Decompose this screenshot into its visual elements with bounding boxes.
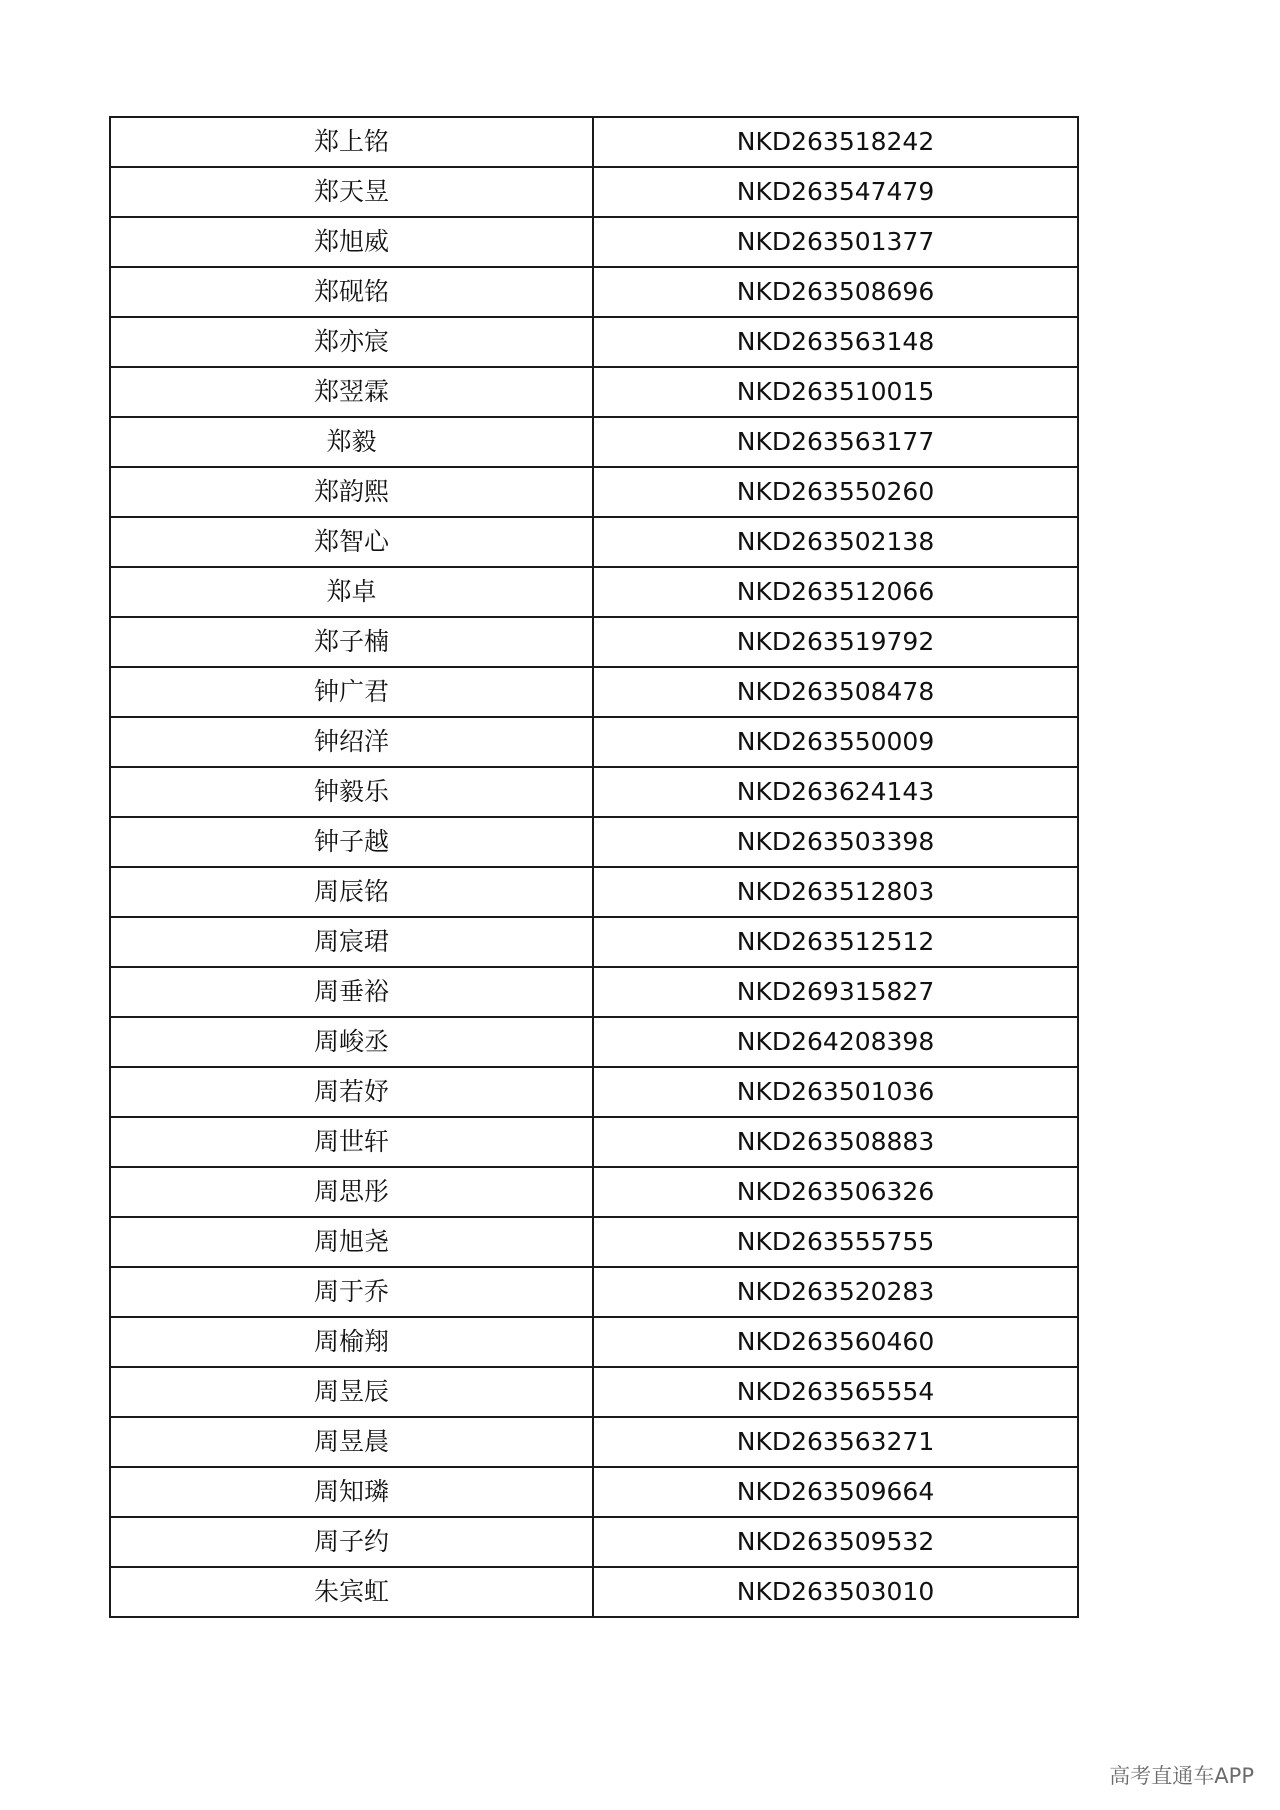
student-id-cell: NKD263563177 — [593, 417, 1078, 467]
student-name-cell: 周昱晨 — [110, 1417, 593, 1467]
student-id-cell: NKD263502138 — [593, 517, 1078, 567]
student-id-cell: NKD263550009 — [593, 717, 1078, 767]
table-row — [110, 1317, 1078, 1367]
student-name-cell: 钟子越 — [110, 817, 593, 867]
table-row — [110, 517, 1078, 567]
table-row — [110, 1567, 1078, 1617]
student-id-cell: NKD264208398 — [593, 1017, 1078, 1067]
student-name-cell: 周于乔 — [110, 1267, 593, 1317]
roster-table — [109, 116, 1079, 1618]
student-id-cell: NKD263509664 — [593, 1467, 1078, 1517]
student-id-cell: NKD263503010 — [593, 1567, 1078, 1617]
table-row — [110, 617, 1078, 667]
table-row — [110, 1417, 1078, 1467]
table-row — [110, 1067, 1078, 1117]
table-row — [110, 667, 1078, 717]
student-name-cell: 郑上铭 — [110, 117, 593, 167]
table-row — [110, 1267, 1078, 1317]
table-row — [110, 167, 1078, 217]
table-row — [110, 1117, 1078, 1167]
student-name-cell: 郑卓 — [110, 567, 593, 617]
student-id-cell: NKD263520283 — [593, 1267, 1078, 1317]
table-row — [110, 767, 1078, 817]
table-row — [110, 1367, 1078, 1417]
student-id-cell: NKD263518242 — [593, 117, 1078, 167]
table-row — [110, 417, 1078, 467]
student-id-cell: NKD263512512 — [593, 917, 1078, 967]
table-row — [110, 467, 1078, 517]
student-id-cell: NKD263560460 — [593, 1317, 1078, 1367]
table-row — [110, 567, 1078, 617]
student-name-cell: 周峻丞 — [110, 1017, 593, 1067]
student-name-cell: 周世轩 — [110, 1117, 593, 1167]
student-id-cell: NKD263506326 — [593, 1167, 1078, 1217]
student-name-cell: 郑天昱 — [110, 167, 593, 217]
student-name-cell: 郑翌霖 — [110, 367, 593, 417]
student-name-cell: 钟广君 — [110, 667, 593, 717]
student-name-cell: 郑韵熙 — [110, 467, 593, 517]
student-id-cell: NKD263503398 — [593, 817, 1078, 867]
table-row — [110, 817, 1078, 867]
student-id-cell: NKD263501036 — [593, 1067, 1078, 1117]
student-id-cell: NKD269315827 — [593, 967, 1078, 1017]
student-name-cell: 朱宾虹 — [110, 1567, 593, 1617]
student-id-cell: NKD263563148 — [593, 317, 1078, 367]
student-id-cell: NKD263565554 — [593, 1367, 1078, 1417]
student-name-cell: 周子约 — [110, 1517, 593, 1567]
student-name-cell: 周思彤 — [110, 1167, 593, 1217]
student-id-cell: NKD263512066 — [593, 567, 1078, 617]
table-row — [110, 717, 1078, 767]
student-id-cell: NKD263508883 — [593, 1117, 1078, 1167]
table-row — [110, 117, 1078, 167]
student-id-cell: NKD263550260 — [593, 467, 1078, 517]
student-name-cell: 周旭尧 — [110, 1217, 593, 1267]
student-id-cell: NKD263563271 — [593, 1417, 1078, 1467]
table-row — [110, 1017, 1078, 1067]
student-id-cell: NKD263508478 — [593, 667, 1078, 717]
student-id-cell: NKD263509532 — [593, 1517, 1078, 1567]
student-name-cell: 郑砚铭 — [110, 267, 593, 317]
table-row — [110, 267, 1078, 317]
table-row — [110, 317, 1078, 367]
student-name-cell: 郑智心 — [110, 517, 593, 567]
student-name-cell: 钟毅乐 — [110, 767, 593, 817]
student-id-cell: NKD263624143 — [593, 767, 1078, 817]
table-row — [110, 1167, 1078, 1217]
table-row — [110, 1217, 1078, 1267]
table-row — [110, 1517, 1078, 1567]
student-name-cell: 周宸珺 — [110, 917, 593, 967]
student-name-cell: 周昱辰 — [110, 1367, 593, 1417]
table-row — [110, 367, 1078, 417]
student-id-cell: NKD263555755 — [593, 1217, 1078, 1267]
table-row — [110, 217, 1078, 267]
table-row — [110, 867, 1078, 917]
student-id-cell: NKD263512803 — [593, 867, 1078, 917]
student-name-cell: 周榆翔 — [110, 1317, 593, 1367]
student-name-cell: 郑亦宸 — [110, 317, 593, 367]
roster-table-body — [110, 117, 1078, 1617]
table-row — [110, 1467, 1078, 1517]
student-name-cell: 周垂裕 — [110, 967, 593, 1017]
student-name-cell: 郑旭威 — [110, 217, 593, 267]
student-name-cell: 周知璘 — [110, 1467, 593, 1517]
student-name-cell: 钟绍洋 — [110, 717, 593, 767]
student-id-cell: NKD263547479 — [593, 167, 1078, 217]
student-id-cell: NKD263508696 — [593, 267, 1078, 317]
student-id-cell: NKD263519792 — [593, 617, 1078, 667]
student-id-cell: NKD263501377 — [593, 217, 1078, 267]
student-id-cell: NKD263510015 — [593, 367, 1078, 417]
student-name-cell: 郑子楠 — [110, 617, 593, 667]
table-row — [110, 917, 1078, 967]
student-name-cell: 郑毅 — [110, 417, 593, 467]
student-name-cell: 周若妤 — [110, 1067, 593, 1117]
student-name-cell: 周辰铭 — [110, 867, 593, 917]
table-row — [110, 967, 1078, 1017]
watermark-text: 高考直通车APP — [1109, 1764, 1254, 1788]
